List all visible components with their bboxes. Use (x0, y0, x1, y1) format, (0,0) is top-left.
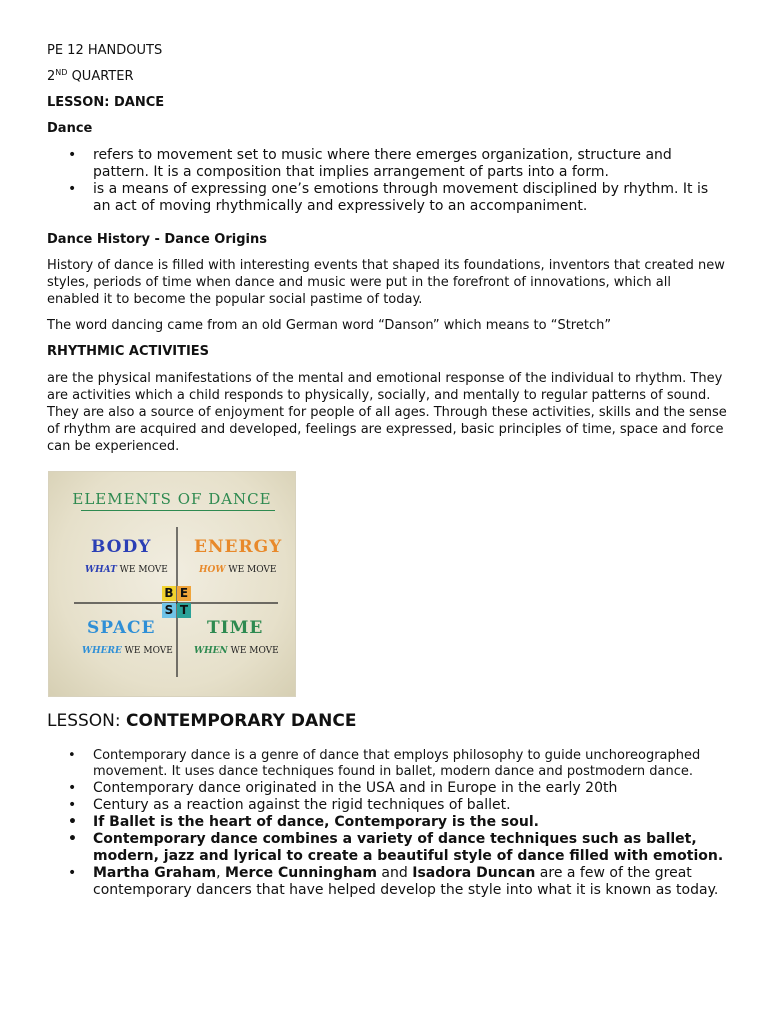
bullet-icon: • (68, 814, 77, 830)
bullet-icon: • (68, 865, 77, 881)
list-item: • Century as a reaction against the rigid techniques of ballet. (68, 797, 511, 813)
dance-definition-list (47, 147, 727, 215)
contemporary-list (47, 748, 727, 899)
handout-page (47, 42, 727, 911)
history-paragraph: History of dance is filled with interesting events that shaped its foundations, inventors that created new styles, periods of time when dance and music were put in the forefront of innovations, which all enabled it to become the popular social pastime of today. (47, 258, 725, 307)
quarter-suffix: ND (55, 68, 68, 77)
best-letter-s: S (162, 603, 176, 618)
quarter-word: QUARTER (67, 69, 134, 84)
handout-title: PE 12 HANDOUTS (47, 43, 163, 58)
list-item: • Contemporary dance is a genre of dance that employs philosophy to guide unchoreographed movement. It uses dance techniques found in ballet, modern dance and postmodern dance. (68, 748, 701, 779)
list-item: • is a means of expressing one’s emotions through movement disciplined by rhythm. It is an act of moving rhythmically and expressively to an accompaniment. (68, 181, 709, 214)
time-label: TIME (207, 618, 264, 638)
space-label: SPACE (87, 618, 156, 638)
best-letter-e: E (177, 586, 191, 601)
energy-caption: HOW WE MOVE (199, 565, 277, 575)
dance-heading: Dance (47, 121, 93, 136)
rhythmic-heading: RHYTHMIC ACTIVITIES (47, 344, 210, 359)
bullet-icon: • (68, 147, 77, 163)
body-label: BODY (91, 537, 152, 557)
bullet-icon: • (68, 748, 76, 763)
body-caption: WHAT WE MOVE (85, 565, 168, 575)
energy-label: ENERGY (194, 537, 283, 557)
best-letter-t: T (177, 603, 191, 618)
bullet-icon: • (68, 780, 77, 796)
list-item: • Contemporary dance combines a variety of dance techniques such as ballet, modern, jazz and lyrical to create a beautiful style of dance filled with emotion. (68, 831, 724, 864)
quarter-label (47, 68, 727, 86)
list-item: • refers to movement set to music where there emerges organization, structure and pattern. It is a composition that implies arrangement of parts into a form. (68, 147, 672, 180)
bullet-icon: • (68, 831, 77, 847)
list-item: • If Ballet is the heart of dance, Contemporary is the soul. (68, 814, 539, 830)
bullet-icon: • (68, 181, 77, 197)
rhythmic-paragraph: are the physical manifestations of the mental and emotional response of the individual to rhythm. They are activities which a child responds to physically, socially, and mentally to regular patterns of sound. They are also a source of enjoyment for people of all ages. Through these activities, skills and the sense of rhythm are acquired and developed, feelings are expressed, basic principles of time, space and force can be experienced. (47, 371, 727, 454)
lesson-contemporary-heading: LESSON: CONTEMPORARY DANCE (47, 711, 357, 731)
list-item: • Martha Graham, Merce Cunningham and Isadora Duncan are a few of the great contemporary dancers that have helped develop the style into what it is known as today. (68, 865, 719, 898)
elements-of-dance-figure (48, 471, 296, 697)
danson-paragraph: The word dancing came from an old German word “Danson” which means to “Stretch” (47, 318, 612, 333)
space-caption: WHERE WE MOVE (82, 646, 173, 656)
history-heading: Dance History - Dance Origins (47, 232, 267, 247)
time-caption: WHEN WE MOVE (194, 646, 279, 656)
quarter-number: 2 (47, 69, 56, 84)
best-letter-b: B (162, 586, 176, 601)
lesson-dance-heading: LESSON: DANCE (47, 95, 165, 110)
figure-title: ELEMENTS OF DANCE (49, 490, 295, 508)
bullet-icon: • (68, 797, 77, 813)
list-item: • Contemporary dance originated in the USA and in Europe in the early 20th (68, 780, 618, 796)
